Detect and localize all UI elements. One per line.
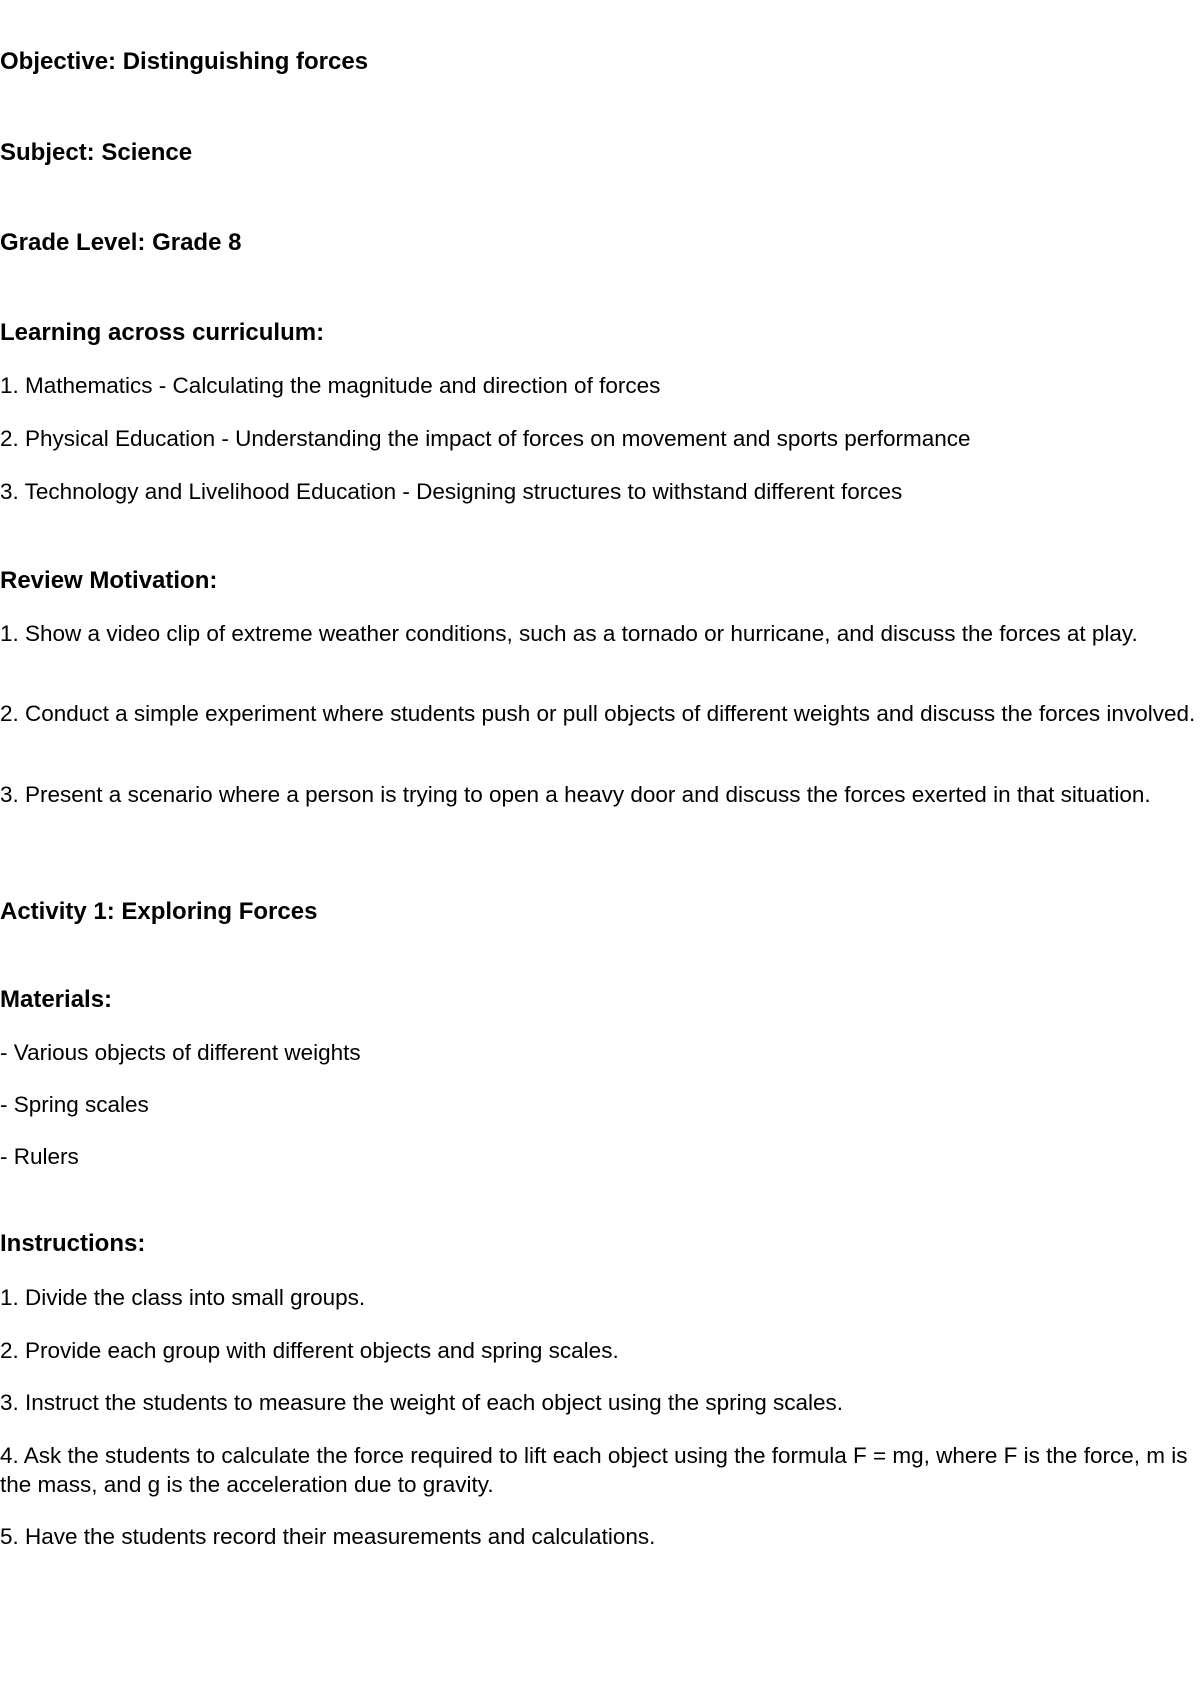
motivation-item: 3. Present a scenario where a person is trying to open a heavy door and discuss the forces exerted in that situation.	[0, 782, 1151, 807]
curriculum-item: 3. Technology and Livelihood Education - Designing structures to withstand different forces	[0, 479, 903, 504]
activity-title: Activity 1: Exploring Forces	[0, 898, 318, 925]
motivation-item: 2. Conduct a simple experiment where students push or pull objects of different weights and discuss the forces involved.	[0, 701, 1196, 726]
motivation-item: 1. Show a video clip of extreme weather conditions, such as a tornado or hurricane, and discuss the forces at play.	[0, 621, 1138, 646]
review-motivation-heading: Review Motivation:	[0, 567, 218, 594]
curriculum-item: 1. Mathematics - Calculating the magnitude and direction of forces	[0, 373, 661, 398]
instruction-item: 3. Instruct the students to measure the weight of each object using the spring scales.	[0, 1390, 843, 1415]
instruction-item: 4. Ask the students to calculate the force required to lift each object using the formula F = mg, where F is the force, m is the mass, and g is the acceleration due to gravity.	[0, 1443, 1188, 1497]
instructions-heading: Instructions:	[0, 1230, 146, 1257]
objective-heading: Objective: Distinguishing forces	[0, 48, 369, 75]
material-item: - Various objects of different weights	[0, 1040, 361, 1065]
instruction-item: 5. Have the students record their measurements and calculations.	[0, 1524, 656, 1549]
instruction-item: 1. Divide the class into small groups.	[0, 1285, 366, 1310]
subject-heading: Subject: Science	[0, 139, 193, 166]
material-item: - Spring scales	[0, 1092, 149, 1117]
grade-level-heading: Grade Level: Grade 8	[0, 229, 242, 256]
material-item: - Rulers	[0, 1144, 79, 1169]
materials-heading: Materials:	[0, 986, 113, 1013]
learning-across-curriculum-heading: Learning across curriculum:	[0, 319, 325, 346]
instruction-item: 2. Provide each group with different objects and spring scales.	[0, 1338, 619, 1363]
curriculum-item: 2. Physical Education - Understanding the impact of forces on movement and sports performance	[0, 426, 971, 451]
